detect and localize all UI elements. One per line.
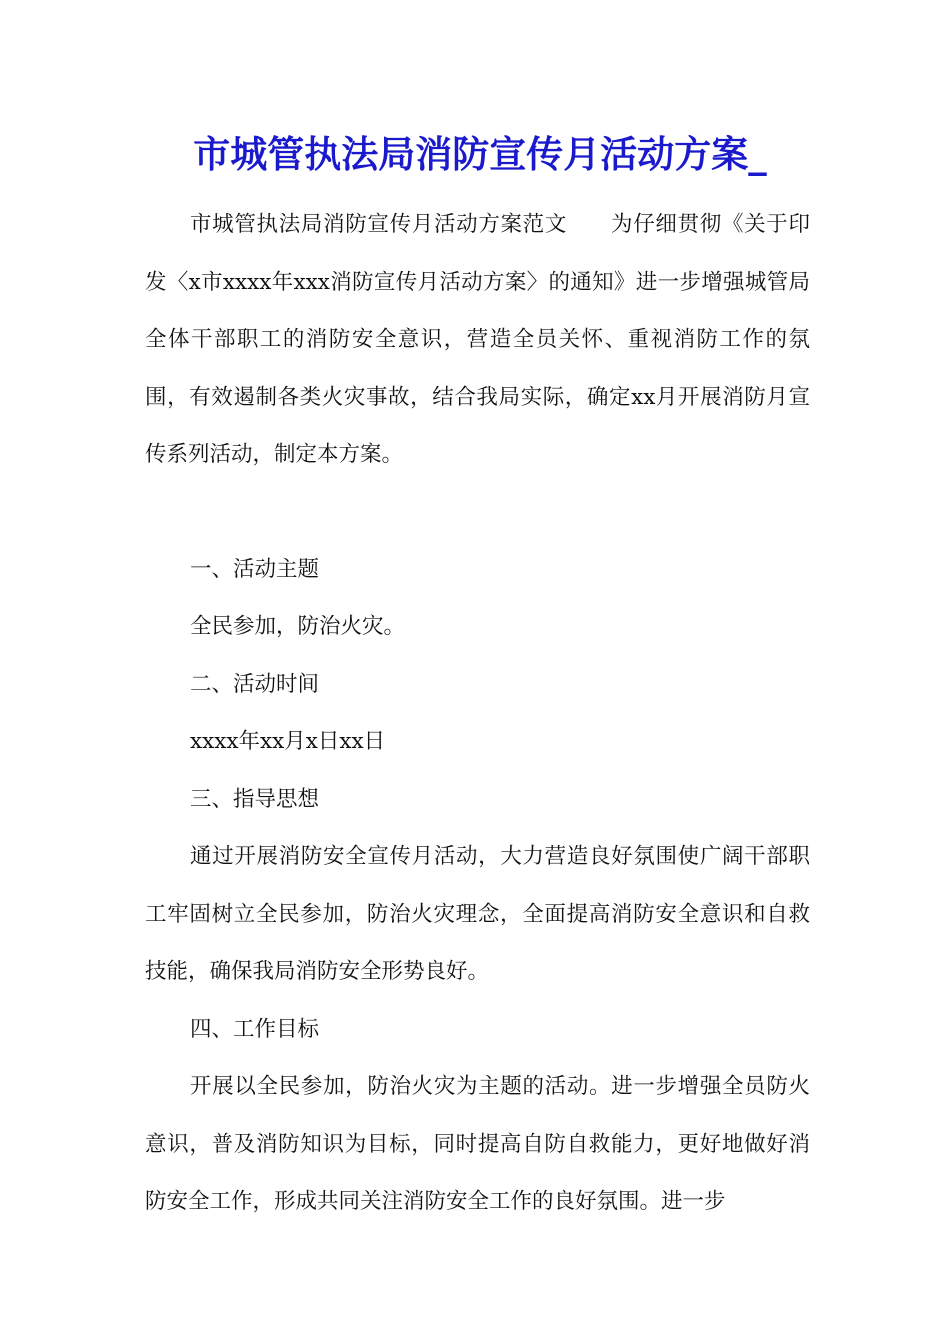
goals-text: 开展以全民参加，防治火灾为主题的活动。进一步增强全员防火意识，普及消防知识为目标，同时提高自防自救能力，更好地做好消防安全工作，形成共同关注消防安全工作的良好氛围。进一步 (145, 1074, 810, 1214)
intro-heading: 市城管执法局消防宣传月活动方案范文 (190, 212, 568, 237)
section-heading-goals: 四、工作目标 (190, 1016, 320, 1042)
section-heading-theme: 一、活动主题 (190, 556, 320, 582)
intro-paragraph (145, 196, 810, 484)
paragraph-gap (145, 484, 810, 541)
document-title: 市城管执法局消防宣传月活动方案_ (193, 132, 767, 176)
time-text: xxxx年xx月x日xx日 (190, 729, 386, 754)
document-body (145, 196, 810, 1231)
guiding-idea-text: 通过开展消防安全宣传月活动，大力营造良好氛围使广阔干部职工牢固树立全民参加，防治火灾理念，全面提高消防安全意识和自救技能，确保我局消防安全形势良好。 (145, 844, 810, 984)
section-heading-time: 二、活动时间 (190, 671, 320, 697)
theme-text: 全民参加，防治火灾。 (190, 614, 406, 639)
section-heading-guiding-idea: 三、指导思想 (190, 786, 320, 812)
intro-text: 为仔细贯彻《关于印发〈x市xxxx年xxx消防宣传月活动方案〉的通知》进一步增强城管局全体干部职工的消防安全意识，营造全员关怀、重视消防工作的氛围，有效遏制各类火灾事故，结合我局实际，确定xx月开展消防月宣传系列活动，制定本方案。 (145, 212, 810, 467)
